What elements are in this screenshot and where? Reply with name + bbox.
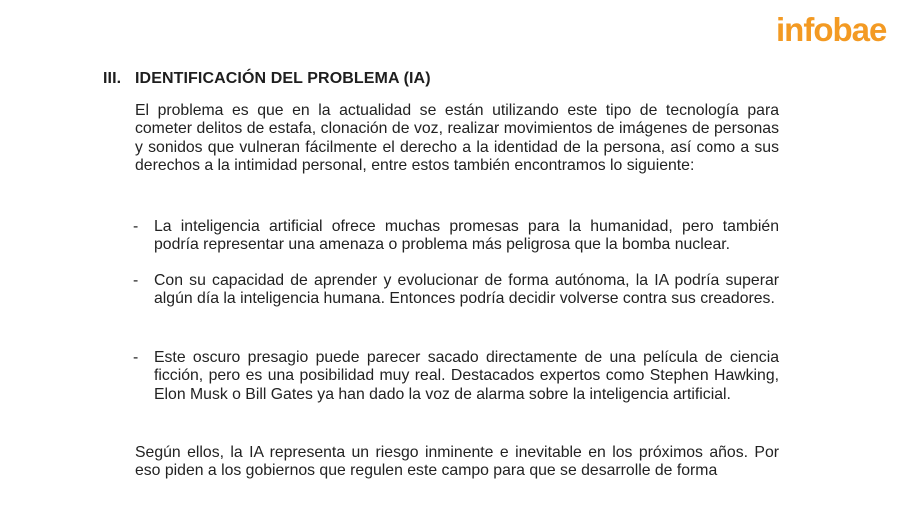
section-heading bbox=[103, 70, 431, 88]
bullet-marker: - bbox=[133, 218, 139, 235]
bullet-text: La inteligencia artificial ofrece muchas promesas para la humanidad, pero también podría representar una amenaza o problema más peligrosa que la bomba nuclear. bbox=[154, 218, 779, 254]
bullet-text: Este oscuro presagio puede parecer sacado directamente de una película de ciencia ficción, pero es una posibilidad muy real. Destacados expertos como Stephen Hawking, Elon Musk o Bill Gates ya han dado la voz de alarma sobre la inteligencia artificial. bbox=[154, 349, 779, 403]
list-item bbox=[133, 272, 779, 309]
closing-paragraph: Según ellos, la IA representa un riesgo inminente e inevitable en los próximos años. Por eso piden a los gobiernos que regulen este campo para que se desarrolle de forma bbox=[135, 444, 779, 480]
bullet-text: Con su capacidad de aprender y evolucionar de forma autónoma, la IA podría superar algún día la inteligencia humana. Entonces podría decidir volverse contra sus creadores. bbox=[154, 272, 779, 308]
infobae-logo: infobae bbox=[776, 11, 887, 48]
list-item bbox=[133, 218, 779, 255]
intro-paragraph: El problema es que en la actualidad se están utilizando este tipo de tecnología para cometer delitos de estafa, clonación de voz, realizar movimientos de imágenes de personas y sonidos que vulneran fácilmente el derecho a la identidad de la persona, así como a sus derechos a la intimidad personal, entre estos también encontramos lo siguiente: bbox=[135, 102, 779, 174]
bullet-marker: - bbox=[133, 272, 139, 289]
section-title: IDENTIFICACIÓN DEL PROBLEMA (IA) bbox=[135, 70, 431, 87]
list-item bbox=[133, 349, 779, 404]
section-number: III. bbox=[103, 70, 122, 87]
bullet-marker: - bbox=[133, 349, 139, 366]
